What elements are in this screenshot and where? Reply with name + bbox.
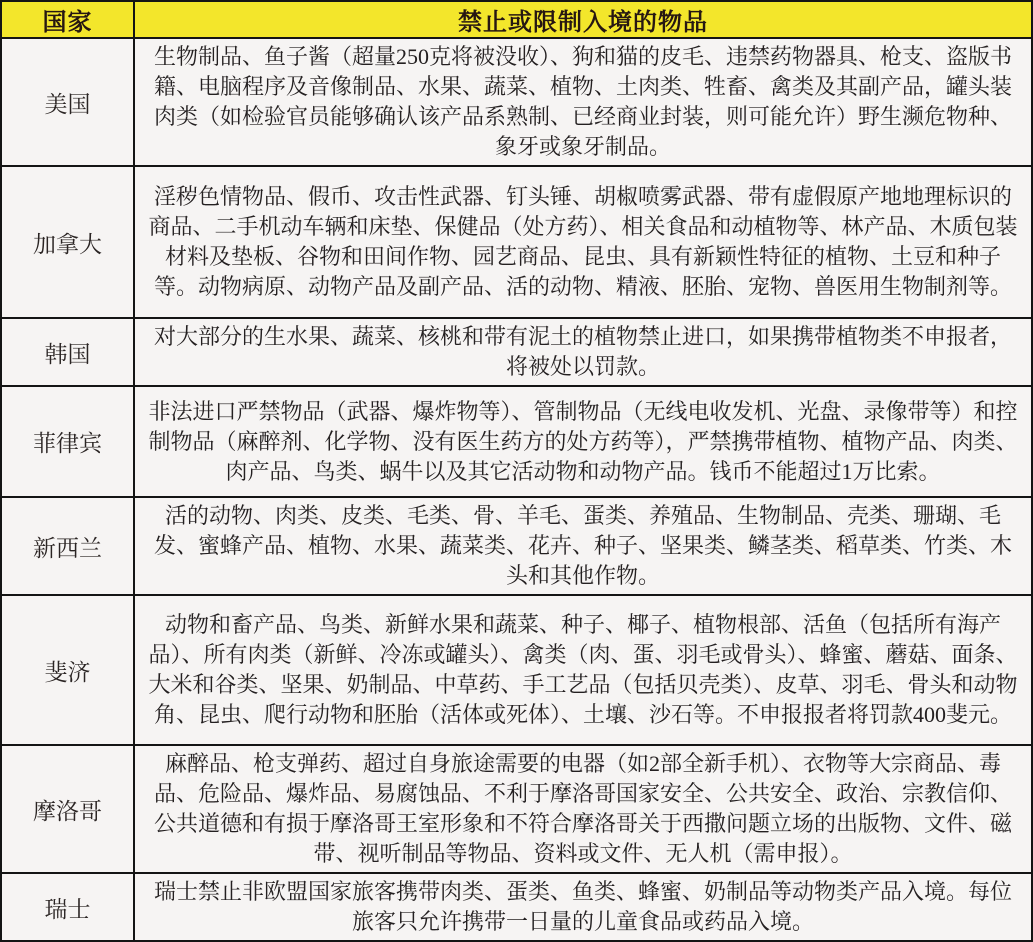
country-cell: 新西兰	[1, 497, 134, 595]
items-cell: 对大部分的生水果、蔬菜、核桃和带有泥土的植物禁止进口，如果携带植物类不申报者，将被处以罚款。	[134, 318, 1032, 386]
items-cell: 生物制品、鱼子酱（超量250克将被没收）、狗和猫的皮毛、违禁药物器具、枪支、盗版书籍、电脑程序及音像制品、水果、蔬菜、植物、土肉类、牲畜、禽类及其副产品，罐头装肉类（如检验官员能够确认该产品系熟制、已经商业封装，则可能允许）野生濒危物种、象牙或象牙制品。	[134, 38, 1032, 166]
items-cell: 活的动物、肉类、皮类、毛类、骨、羊毛、蛋类、养殖品、生物制品、壳类、珊瑚、毛发、蜜蜂产品、植物、水果、蔬菜类、花卉、种子、坚果类、鳞茎类、稻草类、竹类、木头和其他作物。	[134, 497, 1032, 595]
table-row	[1, 166, 1032, 318]
country-cell: 加拿大	[1, 166, 134, 318]
header-items: 禁止或限制入境的物品	[134, 1, 1032, 38]
table-row	[1, 318, 1032, 386]
table-row	[1, 497, 1032, 595]
country-cell: 韩国	[1, 318, 134, 386]
items-cell: 非法进口严禁物品（武器、爆炸物等）、管制物品（无线电收发机、光盘、录像带等）和控制物品（麻醉剂、化学物、没有医生药方的处方药等），严禁携带植物、植物产品、肉类、肉产品、鸟类、蜗牛以及其它活动物和动物产品。钱币不能超过1万比索。	[134, 386, 1032, 497]
country-cell: 斐济	[1, 595, 134, 745]
table-row	[1, 873, 1032, 941]
country-cell: 摩洛哥	[1, 745, 134, 873]
table-header-row	[1, 1, 1032, 38]
table-row	[1, 38, 1032, 166]
header-country: 国家	[1, 1, 134, 38]
country-cell: 美国	[1, 38, 134, 166]
items-cell: 麻醉品、枪支弹药、超过自身旅途需要的电器（如2部全新手机）、衣物等大宗商品、毒品、危险品、爆炸品、易腐蚀品、不利于摩洛哥国家安全、公共安全、政治、宗教信仰、公共道德和有损于摩洛哥王室形象和不符合摩洛哥关于西撒问题立场的出版物、文件、磁带、视听制品等物品、资料或文件、无人机（需申报）。	[134, 745, 1032, 873]
table-row	[1, 595, 1032, 745]
items-cell: 淫秽色情物品、假币、攻击性武器、钉头锤、胡椒喷雾武器、带有虚假原产地地理标识的商品、二手机动车辆和床垫、保健品（处方药）、相关食品和动植物等、林产品、木质包装材料及垫板、谷物和田间作物、园艺商品、昆虫、具有新颖性特征的植物、土豆和种子等。动物病原、动物产品及副产品、活的动物、精液、胚胎、宠物、兽医用生物制剂等。	[134, 166, 1032, 318]
items-cell: 瑞士禁止非欧盟国家旅客携带肉类、蛋类、鱼类、蜂蜜、奶制品等动物类产品入境。每位旅客只允许携带一日量的儿童食品或药品入境。	[134, 873, 1032, 941]
items-cell: 动物和畜产品、鸟类、新鲜水果和蔬菜、种子、椰子、植物根部、活鱼（包括所有海产品）、所有肉类（新鲜、冷冻或罐头）、禽类（肉、蛋、羽毛或骨头）、蜂蜜、蘑菇、面条、大米和谷类、坚果、奶制品、中草药、手工艺品（包括贝壳类）、皮草、羽毛、骨头和动物角、昆虫、爬行动物和胚胎（活体或死体）、土壤、沙石等。不申报报者将罚款400斐元。	[134, 595, 1032, 745]
country-cell: 菲律宾	[1, 386, 134, 497]
table-row	[1, 386, 1032, 497]
country-cell: 瑞士	[1, 873, 134, 941]
table-row	[1, 745, 1032, 873]
